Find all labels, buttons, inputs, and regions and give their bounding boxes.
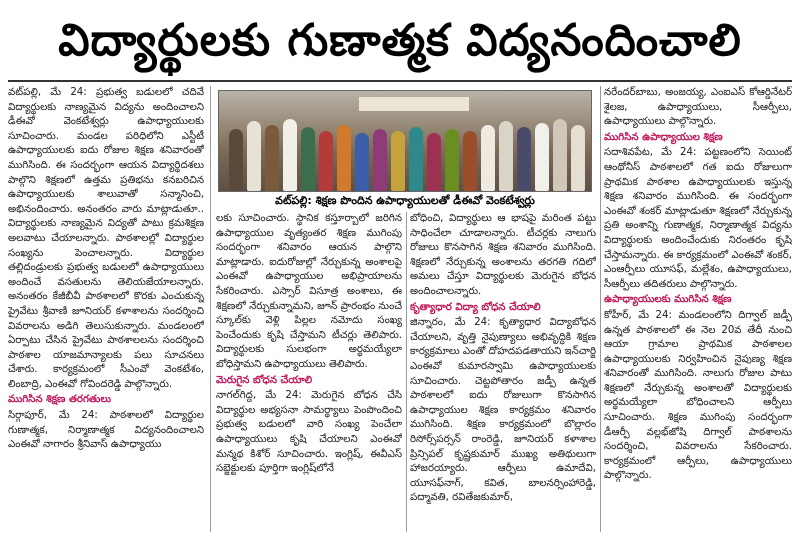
paragraph: నాగల్‌గిద్ద, మే 24: మెరుగైన బోధన చేసి విద్యార్థుల అభ్యసనా సామర్థ్యాలు పెంపొందించి ప్రభుత్వ బడులలో వారి సంఖ్య పెంచేలా ఉపాధ్యాయులు కృషి చేయాలని ఎంఈవో మన్మథ కిశోర్ సూచించారు. ఇంగ్లిష్, ఈవీఎస్ సబ్జెక్టులకు పూర్తిగా ఇంగ్లిష్‌లోనే [216, 390, 402, 475]
photo-figure [517, 127, 531, 191]
photo-figure [499, 121, 513, 191]
article-column-3 [410, 212, 596, 532]
photo-figure [301, 127, 315, 191]
photo-figure [247, 121, 261, 191]
photo-figure [337, 125, 351, 191]
photo-figure [283, 119, 297, 191]
article-column-1 [8, 86, 204, 532]
photo-figure [427, 133, 441, 191]
photo-figure [355, 133, 369, 191]
photo-caption: వట్‌పల్లి: శిక్షణ పొందిన ఉపాధ్యాయులతో డీఈవో వెంకటేశ్వర్లు [275, 194, 535, 207]
photo-figure [553, 119, 567, 191]
paragraph: లకు సూచించారు. స్థానిక కస్తూర్బాలో జరిగిన ఉపాధ్యాయుల వృత్యంతర శిక్షణ ముగింపు సందర్భంగా శనివారం ఆయన పాల్గొని మాట్లాడారు. ఐదురోజుల్లో నేర్చుకున్న అంశాలపై ఎంఈవో ఉపాధ్యాయుల అభిప్రాయాలను సేకరించారు. ఎస్సార్ విసూత్ర అంశాలు, ఈ శిక్షణలో నేర్చుకున్నామని, జూన్ ప్రారంభం నుంచే స్కూల్‌కు వెళ్లి పిల్లల నమోదు సంఖ్య పెంచేందుకు కృషి చేస్తామని టీచర్లు తెలిపారు. విద్యార్థులకు సులభంగా అర్థమయ్యేలా బోధిస్తామని ఉపాధ్యాయులు తెలిపారు. [216, 213, 402, 370]
subheading: కృత్యాధార విద్యా బోధన చేయాలి [410, 301, 541, 313]
photo-figure [535, 123, 549, 191]
column-divider [406, 212, 407, 532]
photo-figure [391, 131, 405, 191]
subheading: ముగిసిన శిక్షణ తరగతులు [8, 394, 112, 406]
paragraph: వట్‌పల్లి, మే 24: ప్రభుత్వ బడులలో చదివే విద్యార్థులకు నాణ్యమైన విద్యను అందించాలని డీఈవో వెంకటేశ్వర్లు ఉపాధ్యాయులకు సూచించారు. మండల పరిధిలోని ఎస్టీటీ ఉపాధ్యాయులకు ఐదు రోజుల శిక్షణ శనివారంతో ముగిసింది. ఈ సందర్భంగా ఆయన విద్యార్థిదశలు పాల్గొని శిక్షణలో ఉత్తమ ప్రతిభను కనబరిచిన ఉపాధ్యాయులకు శాలువాతో సన్మానించి, అభినందించారు. అనంతరం వారు మాట్లాడుతూ.. విద్యార్థులకు నాణ్యమైన విద్యతో పాటు క్రమశిక్షణ అలవాటు చేయాలన్నారు. పాఠశాలల్లో విద్యార్థుల సంఖ్యను పెంచాలన్నారు. విద్యార్థుల తల్లిదండ్రులకు ప్రభుత్వ బడులలో ఉపాధ్యాయులు అందించే వసతులను తెలియజేయాలన్నారు. అనంతరం కేజీబీవీ పాఠశాలలో కొరకు ఎంచుకున్న ప్రైవేటు శ్రీవాణి జూనియర్ కళాశాలను సందర్శించి వివరాలను అడిగి తెలుసుకున్నారు. మండలంలో ఏర్పాటు చేసిన ప్రైవేటు పాఠశాలలను సందర్శించి పాఠశాల యాజమాన్యాలకు పలు సూచనలు చేశారు. కార్యక్రమంలో సీఎంవో వెంకటేశం, లింబాద్రి, ఎంఈవో గోవిందరెడ్డి పాల్గొన్నారు. [8, 87, 204, 390]
headline-rule [8, 80, 792, 82]
photo-figure [229, 129, 243, 191]
paragraph: సదాశివపేట, మే 24: పట్టణంలోని సెయింట్ ఆంథోనీస్ పాఠశాలలో గత ఐదు రోజులుగా ప్రాథమిక పాఠశాల ఉపాధ్యాయులకు ఇస్తున్న శిక్షణ శనివారం ముగిసింది. ఈ సందర్భంగా ఎంఈవో శంకర్ మాట్లాడుతూ శిక్షణలో నేర్చుకున్న ప్రతి అంశాన్ని గుణాత్మక, నిర్మాణాత్మక విద్యను విద్యార్థులకు అందించేందుకు నిరంతరం కృషి చేస్తామన్నారు. ఈ కార్యక్రమంలో ఎంఈవో శంకర్, ఎంఆర్పీలు యూసఫ్, మల్లేశం, ఉపాధ్యాయులు, సీఆర్పీలు తదితరులు పాల్గొన్నారు. [604, 147, 792, 290]
paragraph: జిన్నారం, మే 24: కృత్యాధార విద్యాబోధన చేయాలని, వృత్తి నైపుణ్యాలు అభివృద్ధికి శిక్షణ కార్యక్రమాలు ఎంతో దోహదపడతాయని ఇన్‌చార్జి ఎంఈవో కుమారస్వామి ఉపాధ్యాయులకు సూచించారు. చెట్టపోతారం జడ్పీ ఉన్నత పాఠశాలలో ఐదు రోజులుగా కొనసాగిన ఉపాధ్యాయుల శిక్షణ కార్యక్రమం శనివారం ముగిసింది. శిక్షణ కార్యక్రమంలో బొల్లారం రిసోర్స్‌పర్సన్ రాంరెడ్డి, జూనియర్ కళాశాల ప్రిన్సిపల్ కృష్ణకుమార్ ముఖ్య అతిథులుగా హాజరయ్యారు. ఆర్పీలు ఉమాదేవి, యూసఫ్‌నాగ్‌, కవిత, బాలనర్సింహారెడ్డి, పద్మావతి, రవితేజకుమార్, [410, 317, 596, 504]
photo-figure [265, 125, 279, 191]
subheading: ఉపాధ్యాయులకు ముగిసిన శిక్షణ [604, 294, 732, 306]
column-divider [600, 86, 601, 532]
photo-figure [445, 129, 459, 191]
photo-figure [463, 131, 477, 191]
photo-figure [373, 129, 387, 191]
paragraph: నరేందర్‌బాబు, అంజయ్య, ఎంఐఎస్ కోఆర్డినేటర్ శైలజ, ఉపాధ్యాయులు, సీఆర్పీలు, ఉపాధ్యాయులు పాల్గొన్నారు. [604, 87, 792, 128]
paragraph: కోహీర్, మే 24: మండలంలోని దిగ్వాల్ జడ్పీ ఉన్నత పాఠశాలలో ఈ నెల 20వ తేదీ నుంచి ఆయా గ్రామాల ప్రాథమిక పాఠశాలల ఉపాధ్యాయులకు నిర్వహించిన నైపుణ్య శిక్షణ శనివారంతో ముగిసింది. నాలుగు రోజుల పాటు శిక్షణలో నేర్చుకున్న అంశాలతో విద్యార్థులకు అర్థమయ్యేలా బోధించాలని ఆర్పీలు సూచించారు. శిక్షణ ముగింపు సందర్భంగా డీఆర్పీ వల్లభ్‌జోషి దిగ్వాల్ పాఠశాలను సందర్శించి, వివరాలను సేకరించారు. కార్యక్రమంలో ఆర్పీలు, ఉపాధ్యాయులు పాల్గొన్నారు. [604, 309, 792, 482]
subheading: మెరుగైన బోధన చేయాలి [216, 374, 313, 386]
photo-figure [481, 125, 495, 191]
photo-figure [409, 127, 423, 191]
column-divider [210, 86, 211, 532]
paragraph: సిర్గాపూర్, మే 24: పాఠశాలలో విద్యార్థుల గుణాత్మక, నిర్మాణాత్మక విద్యనందించాలని ఎంఈవో నాగారం శ్రీనివాస్ ఉపాధ్యాయు [8, 410, 204, 451]
photo-figure [319, 131, 333, 191]
headline: విద్యార్థులకు గుణాత్మక విద్యనందించాలి [58, 15, 742, 66]
subheading: ముగిసిన ఉపాధ్యాయుల శిక్షణ [604, 131, 723, 143]
article-column-2 [216, 212, 402, 532]
article-column-4 [604, 86, 792, 532]
photo-banner [359, 97, 469, 111]
paragraph: బోధించి, విద్యార్థులు ఆ భాషపై మరింత పట్టు సాధించేలా చూడాలన్నారు. టీచర్లకు నాలుగు రోజులు కొనసాగిన శిక్షణ శనివారం ముగిసింది. శిక్షణలో నేర్చుకున్న అంశాలను తరగతి గదిలో అమలు చేస్తూ విద్యార్థులకు మెరుగైన బోధన అందించాలన్నారు. [410, 213, 596, 297]
photo-figure [571, 125, 585, 191]
news-photo [218, 90, 592, 192]
